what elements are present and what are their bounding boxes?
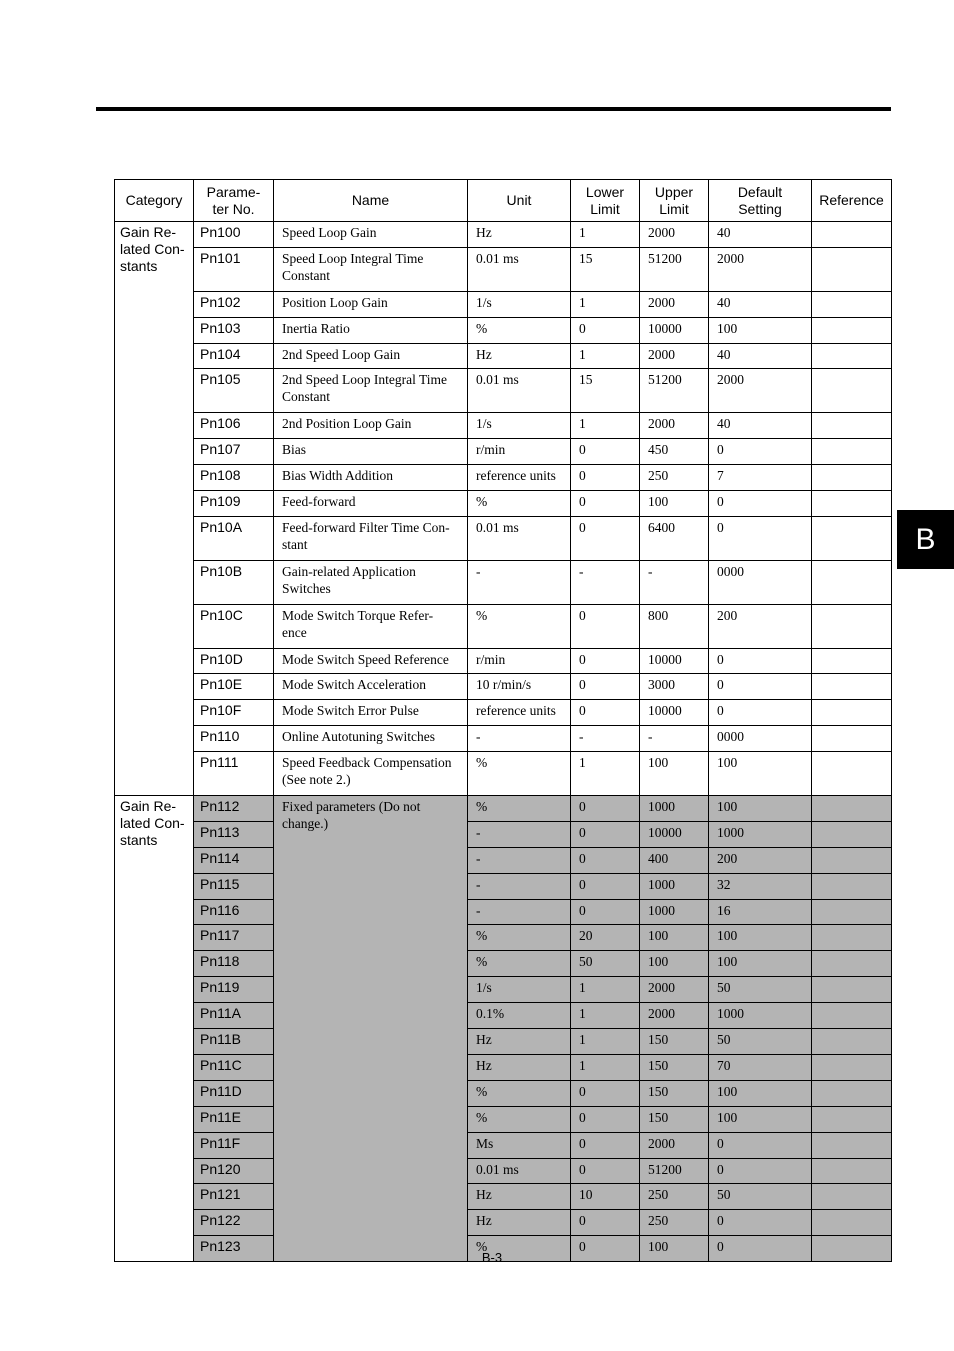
param-name-cell: Mode Switch Torque Refer- ence: [274, 604, 468, 648]
table-row: [115, 674, 892, 700]
reference-cell: [812, 247, 892, 291]
default-setting-cell: 2000: [709, 247, 812, 291]
default-setting-cell: 200: [709, 847, 812, 873]
fixed-parameters-name-cell: Fixed parameters (Do not change.): [274, 796, 468, 1262]
default-setting-cell: 0: [709, 516, 812, 560]
param-no-cell: Pn110: [194, 726, 274, 752]
table-row: [115, 648, 892, 674]
table-row: [115, 516, 892, 560]
reference-cell: [812, 1132, 892, 1158]
param-name-cell: Bias Width Addition: [274, 465, 468, 491]
table-row-fixed: [115, 873, 892, 899]
reference-cell: [812, 222, 892, 248]
upper-limit-cell: 150: [640, 1106, 709, 1132]
upper-limit-cell: 10000: [640, 648, 709, 674]
upper-limit-cell: 100: [640, 1236, 709, 1262]
param-no-cell: Pn101: [194, 247, 274, 291]
default-setting-cell: 0000: [709, 560, 812, 604]
reference-cell: [812, 1080, 892, 1106]
unit-cell: Hz: [468, 343, 571, 369]
unit-cell: 1/s: [468, 977, 571, 1003]
lower-limit-cell: 0: [571, 439, 640, 465]
default-setting-cell: 100: [709, 317, 812, 343]
lower-limit-cell: 1: [571, 1054, 640, 1080]
param-no-cell: Pn106: [194, 413, 274, 439]
default-setting-cell: 40: [709, 413, 812, 439]
reference-cell: [812, 439, 892, 465]
lower-limit-cell: 0: [571, 1132, 640, 1158]
lower-limit-cell: 1: [571, 222, 640, 248]
param-no-cell: Pn109: [194, 491, 274, 517]
unit-cell: %: [468, 796, 571, 822]
default-setting-cell: 100: [709, 1080, 812, 1106]
upper-limit-cell: 10000: [640, 821, 709, 847]
upper-limit-cell: -: [640, 726, 709, 752]
table-row-fixed: [115, 977, 892, 1003]
category-cell: Gain Re- lated Con- stants: [115, 796, 194, 1262]
unit-cell: %: [468, 951, 571, 977]
lower-limit-cell: 1: [571, 1029, 640, 1055]
unit-cell: -: [468, 873, 571, 899]
default-setting-cell: 0: [709, 1132, 812, 1158]
unit-cell: Hz: [468, 1054, 571, 1080]
param-name-cell: Feed-forward Filter Time Con- stant: [274, 516, 468, 560]
upper-limit-cell: 10000: [640, 317, 709, 343]
upper-limit-cell: 2000: [640, 1132, 709, 1158]
reference-cell: [812, 291, 892, 317]
lower-limit-cell: 1: [571, 977, 640, 1003]
param-no-cell: Pn114: [194, 847, 274, 873]
param-name-cell: Online Autotuning Switches: [274, 726, 468, 752]
table-row-fixed: [115, 796, 892, 822]
reference-cell: [812, 465, 892, 491]
param-no-cell: Pn10A: [194, 516, 274, 560]
upper-limit-cell: 3000: [640, 674, 709, 700]
upper-limit-cell: 150: [640, 1080, 709, 1106]
default-setting-cell: 0: [709, 1158, 812, 1184]
param-no-cell: Pn10B: [194, 560, 274, 604]
default-setting-cell: 7: [709, 465, 812, 491]
lower-limit-cell: 0: [571, 796, 640, 822]
lower-limit-cell: 0: [571, 491, 640, 517]
unit-cell: 0.01 ms: [468, 369, 571, 413]
lower-limit-cell: 0: [571, 1080, 640, 1106]
lower-limit-cell: 1: [571, 752, 640, 796]
table-row-fixed: [115, 1106, 892, 1132]
upper-limit-cell: 150: [640, 1054, 709, 1080]
table-row: [115, 291, 892, 317]
default-setting-cell: 0000: [709, 726, 812, 752]
unit-cell: 0.01 ms: [468, 516, 571, 560]
default-setting-cell: 200: [709, 604, 812, 648]
lower-limit-cell: 15: [571, 369, 640, 413]
default-setting-cell: 0: [709, 491, 812, 517]
header-default-setting: Default Setting: [709, 180, 812, 222]
reference-cell: [812, 648, 892, 674]
unit-cell: Hz: [468, 1210, 571, 1236]
table-row: [115, 317, 892, 343]
default-setting-cell: 0: [709, 1210, 812, 1236]
param-name-cell: Gain-related Application Switches: [274, 560, 468, 604]
default-setting-cell: 2000: [709, 369, 812, 413]
unit-cell: r/min: [468, 648, 571, 674]
lower-limit-cell: 15: [571, 247, 640, 291]
reference-cell: [812, 847, 892, 873]
page-number: B-3: [481, 1250, 503, 1265]
param-no-cell: Pn117: [194, 925, 274, 951]
upper-limit-cell: 250: [640, 1210, 709, 1236]
param-name-cell: Feed-forward: [274, 491, 468, 517]
default-setting-cell: 16: [709, 899, 812, 925]
reference-cell: [812, 413, 892, 439]
lower-limit-cell: 0: [571, 674, 640, 700]
table-row: [115, 752, 892, 796]
unit-cell: 1/s: [468, 413, 571, 439]
reference-cell: [812, 1184, 892, 1210]
table-row-fixed: [115, 1003, 892, 1029]
table-row-fixed: [115, 1210, 892, 1236]
header-category: Category: [115, 180, 194, 222]
table-row-fixed: [115, 1132, 892, 1158]
table-row-fixed: [115, 925, 892, 951]
param-name-cell: 2nd Speed Loop Gain: [274, 343, 468, 369]
upper-limit-cell: 51200: [640, 247, 709, 291]
param-no-cell: Pn11E: [194, 1106, 274, 1132]
reference-cell: [812, 899, 892, 925]
default-setting-cell: 32: [709, 873, 812, 899]
parameter-table: [114, 179, 892, 1262]
table-row-fixed: [115, 1080, 892, 1106]
lower-limit-cell: 20: [571, 925, 640, 951]
param-name-cell: Mode Switch Error Pulse: [274, 700, 468, 726]
param-no-cell: Pn115: [194, 873, 274, 899]
upper-limit-cell: 1000: [640, 899, 709, 925]
lower-limit-cell: -: [571, 726, 640, 752]
header-reference: Reference: [812, 180, 892, 222]
reference-cell: [812, 560, 892, 604]
lower-limit-cell: 1: [571, 291, 640, 317]
upper-limit-cell: 150: [640, 1029, 709, 1055]
section-tab-marker: B: [897, 510, 954, 569]
header-upper-limit: Upper Limit: [640, 180, 709, 222]
table-row-fixed: [115, 1158, 892, 1184]
param-no-cell: Pn119: [194, 977, 274, 1003]
default-setting-cell: 40: [709, 222, 812, 248]
reference-cell: [812, 1003, 892, 1029]
header-param-no: Parame- ter No.: [194, 180, 274, 222]
table-row-fixed: [115, 1029, 892, 1055]
upper-limit-cell: -: [640, 560, 709, 604]
unit-cell: 0.01 ms: [468, 247, 571, 291]
reference-cell: [812, 317, 892, 343]
reference-cell: [812, 343, 892, 369]
reference-cell: [812, 1106, 892, 1132]
reference-cell: [812, 1054, 892, 1080]
param-no-cell: Pn11A: [194, 1003, 274, 1029]
unit-cell: %: [468, 604, 571, 648]
upper-limit-cell: 51200: [640, 1158, 709, 1184]
unit-cell: Hz: [468, 1184, 571, 1210]
unit-cell: %: [468, 1080, 571, 1106]
table-row-fixed: [115, 821, 892, 847]
upper-limit-cell: 1000: [640, 873, 709, 899]
header-rule: [96, 107, 891, 111]
param-no-cell: Pn11B: [194, 1029, 274, 1055]
table-row: [115, 413, 892, 439]
category-cell: Gain Re- lated Con- stants: [115, 222, 194, 796]
unit-cell: 10 r/min/s: [468, 674, 571, 700]
upper-limit-cell: 250: [640, 465, 709, 491]
lower-limit-cell: 50: [571, 951, 640, 977]
unit-cell: %: [468, 317, 571, 343]
param-no-cell: Pn120: [194, 1158, 274, 1184]
param-no-cell: Pn107: [194, 439, 274, 465]
param-name-cell: Speed Loop Gain: [274, 222, 468, 248]
reference-cell: [812, 700, 892, 726]
unit-cell: %: [468, 752, 571, 796]
upper-limit-cell: 100: [640, 925, 709, 951]
reference-cell: [812, 925, 892, 951]
default-setting-cell: 1000: [709, 1003, 812, 1029]
lower-limit-cell: 0: [571, 648, 640, 674]
default-setting-cell: 50: [709, 1184, 812, 1210]
default-setting-cell: 50: [709, 1029, 812, 1055]
reference-cell: [812, 752, 892, 796]
unit-cell: Hz: [468, 1029, 571, 1055]
default-setting-cell: 100: [709, 951, 812, 977]
param-no-cell: Pn105: [194, 369, 274, 413]
unit-cell: %: [468, 925, 571, 951]
reference-cell: [812, 491, 892, 517]
reference-cell: [812, 873, 892, 899]
lower-limit-cell: 0: [571, 516, 640, 560]
unit-cell: reference units: [468, 465, 571, 491]
default-setting-cell: 0: [709, 648, 812, 674]
table-row: [115, 465, 892, 491]
default-setting-cell: 50: [709, 977, 812, 1003]
header-unit: Unit: [468, 180, 571, 222]
lower-limit-cell: 0: [571, 465, 640, 491]
table-row: [115, 343, 892, 369]
table-row: [115, 222, 892, 248]
table-row-fixed: [115, 1184, 892, 1210]
lower-limit-cell: 0: [571, 700, 640, 726]
default-setting-cell: 100: [709, 752, 812, 796]
table-row-fixed: [115, 899, 892, 925]
lower-limit-cell: 0: [571, 821, 640, 847]
param-no-cell: Pn11F: [194, 1132, 274, 1158]
param-name-cell: Speed Loop Integral Time Constant: [274, 247, 468, 291]
upper-limit-cell: 1000: [640, 796, 709, 822]
param-no-cell: Pn100: [194, 222, 274, 248]
upper-limit-cell: 6400: [640, 516, 709, 560]
unit-cell: 1/s: [468, 291, 571, 317]
param-name-cell: 2nd Position Loop Gain: [274, 413, 468, 439]
default-setting-cell: 0: [709, 674, 812, 700]
table-row-fixed: [115, 951, 892, 977]
param-no-cell: Pn10E: [194, 674, 274, 700]
upper-limit-cell: 2000: [640, 1003, 709, 1029]
unit-cell: 0.1%: [468, 1003, 571, 1029]
table-row-fixed: [115, 847, 892, 873]
upper-limit-cell: 400: [640, 847, 709, 873]
reference-cell: [812, 674, 892, 700]
lower-limit-cell: 0: [571, 604, 640, 648]
table-row: [115, 560, 892, 604]
upper-limit-cell: 2000: [640, 343, 709, 369]
param-no-cell: Pn122: [194, 1210, 274, 1236]
upper-limit-cell: 100: [640, 491, 709, 517]
unit-cell: r/min: [468, 439, 571, 465]
param-no-cell: Pn102: [194, 291, 274, 317]
upper-limit-cell: 2000: [640, 222, 709, 248]
reference-cell: [812, 369, 892, 413]
lower-limit-cell: 0: [571, 1106, 640, 1132]
table-row: [115, 491, 892, 517]
unit-cell: -: [468, 726, 571, 752]
unit-cell: %: [468, 1106, 571, 1132]
lower-limit-cell: 0: [571, 847, 640, 873]
param-name-cell: Bias: [274, 439, 468, 465]
default-setting-cell: 40: [709, 343, 812, 369]
reference-cell: [812, 516, 892, 560]
reference-cell: [812, 796, 892, 822]
unit-cell: -: [468, 821, 571, 847]
lower-limit-cell: 0: [571, 873, 640, 899]
param-no-cell: Pn108: [194, 465, 274, 491]
param-no-cell: Pn11D: [194, 1080, 274, 1106]
reference-cell: [812, 726, 892, 752]
default-setting-cell: 0: [709, 439, 812, 465]
table-row: [115, 369, 892, 413]
param-no-cell: Pn113: [194, 821, 274, 847]
param-name-cell: 2nd Speed Loop Integral Time Constant: [274, 369, 468, 413]
lower-limit-cell: 1: [571, 413, 640, 439]
lower-limit-cell: 1: [571, 1003, 640, 1029]
reference-cell: [812, 951, 892, 977]
param-no-cell: Pn121: [194, 1184, 274, 1210]
table-row: [115, 726, 892, 752]
lower-limit-cell: 0: [571, 1210, 640, 1236]
unit-cell: reference units: [468, 700, 571, 726]
reference-cell: [812, 1029, 892, 1055]
param-no-cell: Pn116: [194, 899, 274, 925]
unit-cell: -: [468, 899, 571, 925]
upper-limit-cell: 250: [640, 1184, 709, 1210]
lower-limit-cell: 1: [571, 343, 640, 369]
table-header-row: [115, 180, 892, 222]
default-setting-cell: 1000: [709, 821, 812, 847]
unit-cell: %: [468, 491, 571, 517]
param-name-cell: Speed Feedback Compensation (See note 2.): [274, 752, 468, 796]
reference-cell: [812, 1158, 892, 1184]
lower-limit-cell: 0: [571, 899, 640, 925]
upper-limit-cell: 100: [640, 752, 709, 796]
lower-limit-cell: 0: [571, 1158, 640, 1184]
lower-limit-cell: 10: [571, 1184, 640, 1210]
param-no-cell: Pn11C: [194, 1054, 274, 1080]
param-no-cell: Pn103: [194, 317, 274, 343]
upper-limit-cell: 2000: [640, 977, 709, 1003]
unit-cell: 0.01 ms: [468, 1158, 571, 1184]
table-row: [115, 439, 892, 465]
lower-limit-cell: 0: [571, 1236, 640, 1262]
default-setting-cell: 100: [709, 796, 812, 822]
default-setting-cell: 100: [709, 1106, 812, 1132]
reference-cell: [812, 977, 892, 1003]
default-setting-cell: 40: [709, 291, 812, 317]
reference-cell: [812, 821, 892, 847]
table-row: [115, 247, 892, 291]
reference-cell: [812, 1210, 892, 1236]
param-name-cell: Inertia Ratio: [274, 317, 468, 343]
default-setting-cell: 70: [709, 1054, 812, 1080]
table-row: [115, 700, 892, 726]
lower-limit-cell: -: [571, 560, 640, 604]
unit-cell: %: [468, 1236, 571, 1262]
upper-limit-cell: 100: [640, 951, 709, 977]
reference-cell: [812, 604, 892, 648]
param-no-cell: Pn111: [194, 752, 274, 796]
upper-limit-cell: 450: [640, 439, 709, 465]
param-no-cell: Pn118: [194, 951, 274, 977]
param-no-cell: Pn123: [194, 1236, 274, 1262]
header-lower-limit: Lower Limit: [571, 180, 640, 222]
table-row-fixed: [115, 1054, 892, 1080]
unit-cell: -: [468, 560, 571, 604]
upper-limit-cell: 2000: [640, 413, 709, 439]
header-name: Name: [274, 180, 468, 222]
param-name-cell: Position Loop Gain: [274, 291, 468, 317]
unit-cell: Ms: [468, 1132, 571, 1158]
default-setting-cell: 100: [709, 925, 812, 951]
table-row: [115, 604, 892, 648]
lower-limit-cell: 0: [571, 317, 640, 343]
default-setting-cell: 0: [709, 700, 812, 726]
unit-cell: -: [468, 847, 571, 873]
upper-limit-cell: 10000: [640, 700, 709, 726]
upper-limit-cell: 2000: [640, 291, 709, 317]
param-no-cell: Pn104: [194, 343, 274, 369]
upper-limit-cell: 51200: [640, 369, 709, 413]
param-no-cell: Pn10D: [194, 648, 274, 674]
param-no-cell: Pn10C: [194, 604, 274, 648]
upper-limit-cell: 800: [640, 604, 709, 648]
default-setting-cell: 0: [709, 1236, 812, 1262]
param-no-cell: Pn112: [194, 796, 274, 822]
param-no-cell: Pn10F: [194, 700, 274, 726]
param-name-cell: Mode Switch Acceleration: [274, 674, 468, 700]
param-name-cell: Mode Switch Speed Reference: [274, 648, 468, 674]
unit-cell: Hz: [468, 222, 571, 248]
